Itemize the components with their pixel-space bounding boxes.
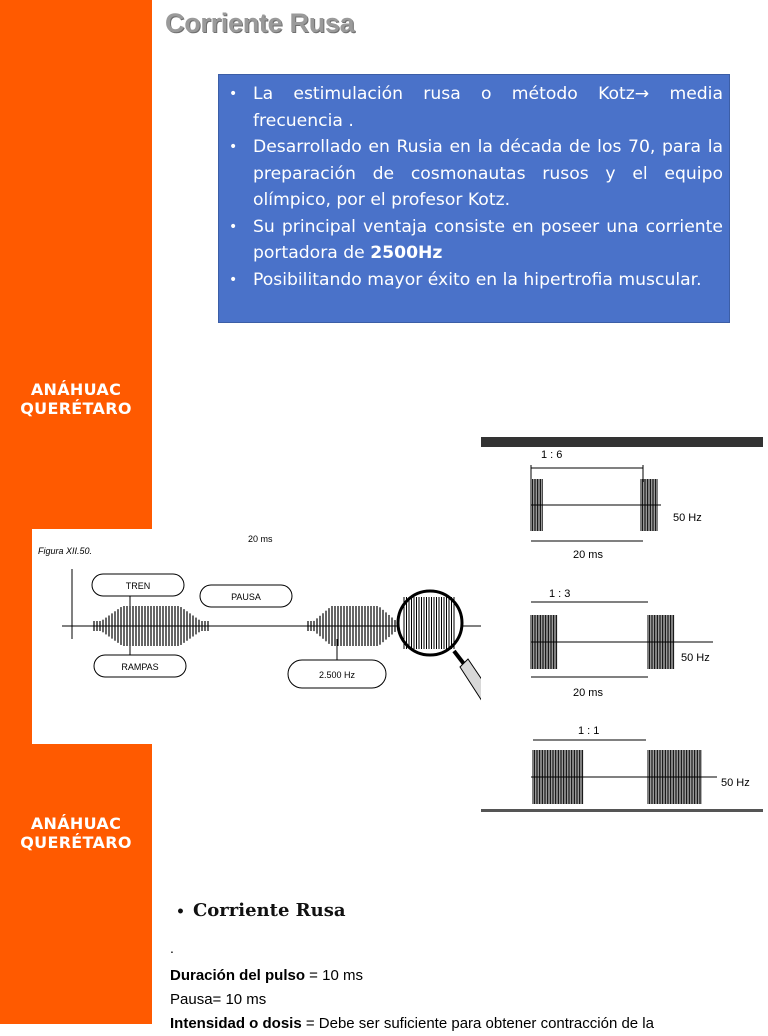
duty-cycle-figure xyxy=(481,437,763,813)
bullet-bold-value: 2500Hz xyxy=(370,243,443,263)
pausa-label: PAUSA xyxy=(231,592,261,602)
freq-label-3: 50 Hz xyxy=(721,777,750,789)
bullet-text: Su principal ventaja consiste en poseer una corriente portadora de xyxy=(253,216,723,263)
bullet-dot: • xyxy=(229,271,238,288)
bullet-text: Desarrollado en Rusia en la década de los 70, para la preparación de cosmonautas rusos y el equipo olímpico, por el profesor Kotz. xyxy=(253,137,723,210)
bullet-text: Posibilitando mayor éxito en la hipertrofia muscular. xyxy=(253,269,702,290)
intensity-value: = Debe ser suficiente para obtener contracción de la xyxy=(301,1015,654,1032)
bottom-bullet-text: Corriente Rusa xyxy=(192,900,346,921)
magnifier-waveform xyxy=(404,597,454,649)
ratio-label-2: 1 : 3 xyxy=(549,588,571,600)
modulation-figure-svg xyxy=(32,529,520,744)
bullet-item xyxy=(225,134,723,214)
figure-top-label: 20 ms xyxy=(248,534,273,544)
freq-label-1: 50 Hz xyxy=(673,512,702,524)
ratio-label-3: 1 : 1 xyxy=(578,725,600,737)
bullet-item xyxy=(225,267,723,294)
anahuac-logo-top xyxy=(0,380,152,418)
magnifier-lens xyxy=(398,591,462,655)
bullet-dot: • xyxy=(176,904,185,920)
figure-caption: Figura XII.50. xyxy=(38,546,93,556)
sidebar-band-middle xyxy=(0,529,32,744)
bullet-dot: • xyxy=(229,86,238,102)
sidebar-band-top xyxy=(0,0,152,529)
bullet-item xyxy=(225,81,723,134)
anahuac-logo-bottom xyxy=(0,814,152,852)
top-strip xyxy=(481,437,763,447)
bottom-details xyxy=(170,964,654,1036)
logo-line1: ANÁHUAC xyxy=(30,814,122,833)
modulation-figure xyxy=(32,529,520,744)
pause-line-text: Pausa= 10 ms xyxy=(170,991,267,1008)
bullet-list xyxy=(219,75,729,293)
bullet-dot: • xyxy=(229,139,238,155)
duration-label: Duración del pulso xyxy=(170,967,306,984)
bullet-item xyxy=(225,214,723,267)
rampas-label: RAMPAS xyxy=(121,662,159,672)
page-title: Corriente Rusa xyxy=(165,8,355,38)
stray-dot: . xyxy=(170,940,174,956)
freq-label-2: 50 Hz xyxy=(681,652,710,664)
sidebar-band-bottom xyxy=(0,744,152,1024)
hz-label: 2.500 Hz xyxy=(318,670,356,680)
logo-line2: QUERÉTARO xyxy=(20,833,132,852)
period-label-2: 20 ms xyxy=(573,687,603,699)
duration-value: = 10 ms xyxy=(305,967,363,984)
bottom-strip xyxy=(481,809,763,812)
ratio-label-1: 1 : 6 xyxy=(541,449,563,461)
logo-line2: QUERÉTARO xyxy=(20,399,132,418)
intensity-line xyxy=(170,1012,654,1036)
bullet-text: La estimulación rusa o método Kotz→ media frecuencia . xyxy=(253,84,723,131)
duty-cycle-figure-svg xyxy=(481,437,763,813)
period-label-1: 20 ms xyxy=(573,549,603,561)
bottom-bullet xyxy=(176,900,346,921)
logo-line1: ANÁHUAC xyxy=(30,380,122,399)
intensity-label: Intensidad o dosis xyxy=(170,1015,302,1032)
duration-line xyxy=(170,964,654,988)
summary-box xyxy=(218,74,730,323)
tren-label: TREN xyxy=(125,581,151,591)
magnifier-neck xyxy=(454,651,464,664)
bullet-dot: • xyxy=(229,218,238,235)
